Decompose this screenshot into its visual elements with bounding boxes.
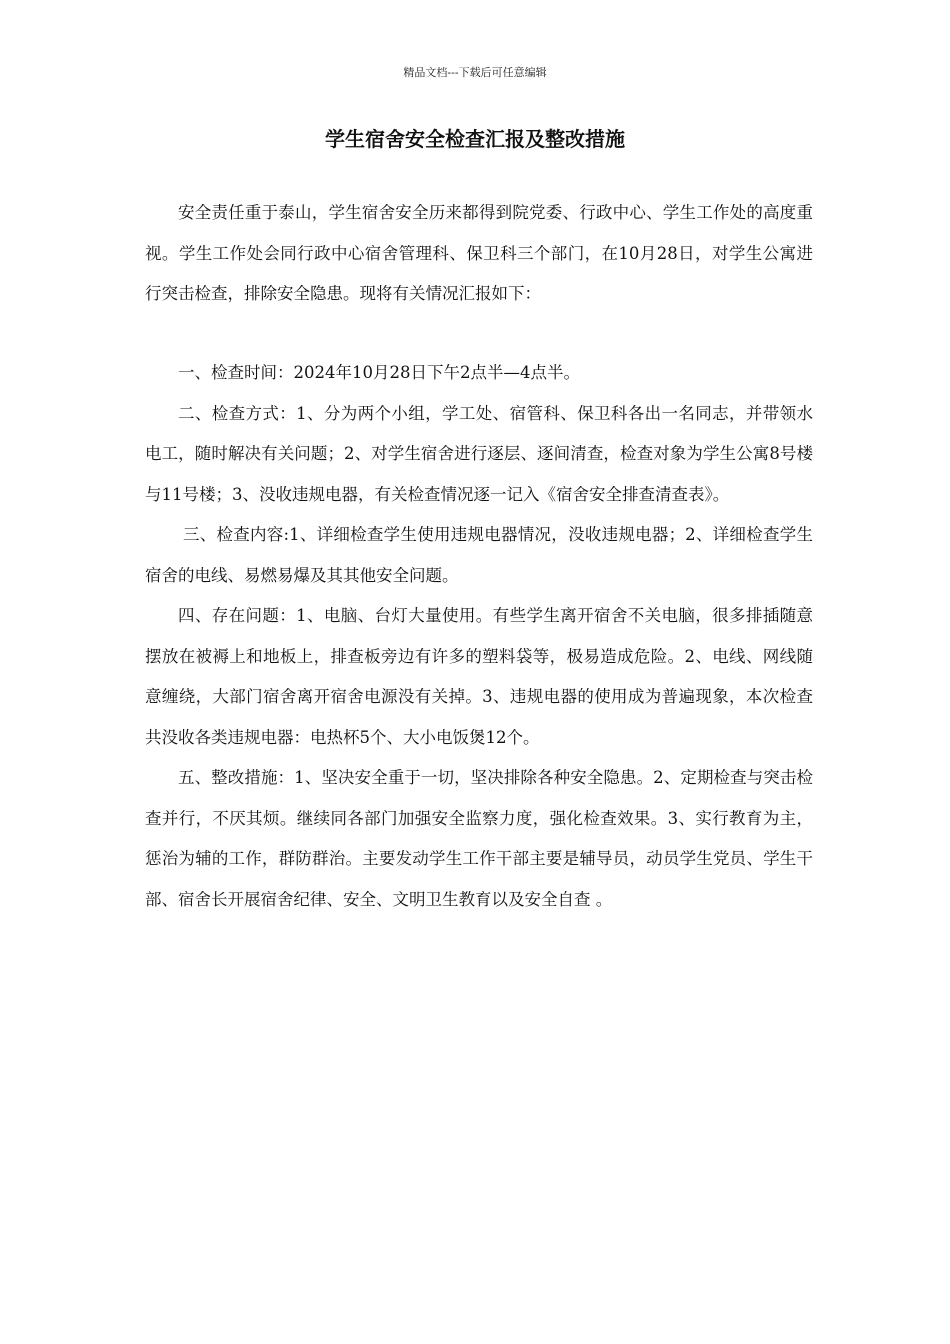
document-title: 学生宿舍安全检查汇报及整改措施 [325, 127, 625, 151]
page-header: 精品文档---下载后可任意编辑 [403, 66, 547, 79]
section-inspection-content: 三、检查内容:1、详细检查学生使用违规电器情况，没收违规电器；2、详细检查学生宿舍的电线、易燃易爆及其其他安全问题。 [145, 525, 813, 585]
sections-block [145, 353, 813, 920]
section-inspection-method: 二、检查方式：1、分为两个小组，学工处、宿管科、保卫科各出一名同志，并带领水电工，随时解决有关问题；2、对学生宿舍进行逐层、逐间清查，检查对象为学生公寓8号楼与11号楼；3、没收违规电器，有关检查情况逐一记入《宿舍安全排查清查表》。 [145, 403, 813, 504]
section-existing-problems: 四、存在问题：1、电脑、台灯大量使用。有些学生离开宿舍不关电脑，很多排插随意摆放在被褥上和地板上，排查板旁边有许多的塑料袋等，极易造成危险。2、电线、网线随意缠绕，大部门宿舍离开宿舍电源没有关掉。3、违规电器的使用成为普遍现象，本次检查共没收各类违规电器：电热杯5个、大小电饭煲12个。 [145, 606, 813, 747]
intro-paragraph: 安全责任重于泰山，学生宿舍安全历来都得到院党委、行政中心、学生工作处的高度重视。学生工作处会同行政中心宿舍管理科、保卫科三个部门，在10月28日，对学生公寓进行突击检查，排除安全隐患。现将有关情况汇报如下： [145, 203, 813, 303]
section-rectification-measures: 五、整改措施：1、坚决安全重于一切，坚决排除各种安全隐患。2、定期检查与突击检查并行，不厌其烦。继续同各部门加强安全监察力度，强化检查效果。3、实行教育为主，惩治为辅的工作，群防群治。主要发动学生工作干部主要是辅导员，动员学生党员、学生干部、宿舍长开展宿舍纪律、安全、文明卫生教育以及安全自查 。 [145, 768, 813, 909]
section-inspection-time: 一、检查时间：2024年10月28日下午2点半—4点半。 [178, 363, 580, 382]
intro-block [145, 193, 813, 315]
